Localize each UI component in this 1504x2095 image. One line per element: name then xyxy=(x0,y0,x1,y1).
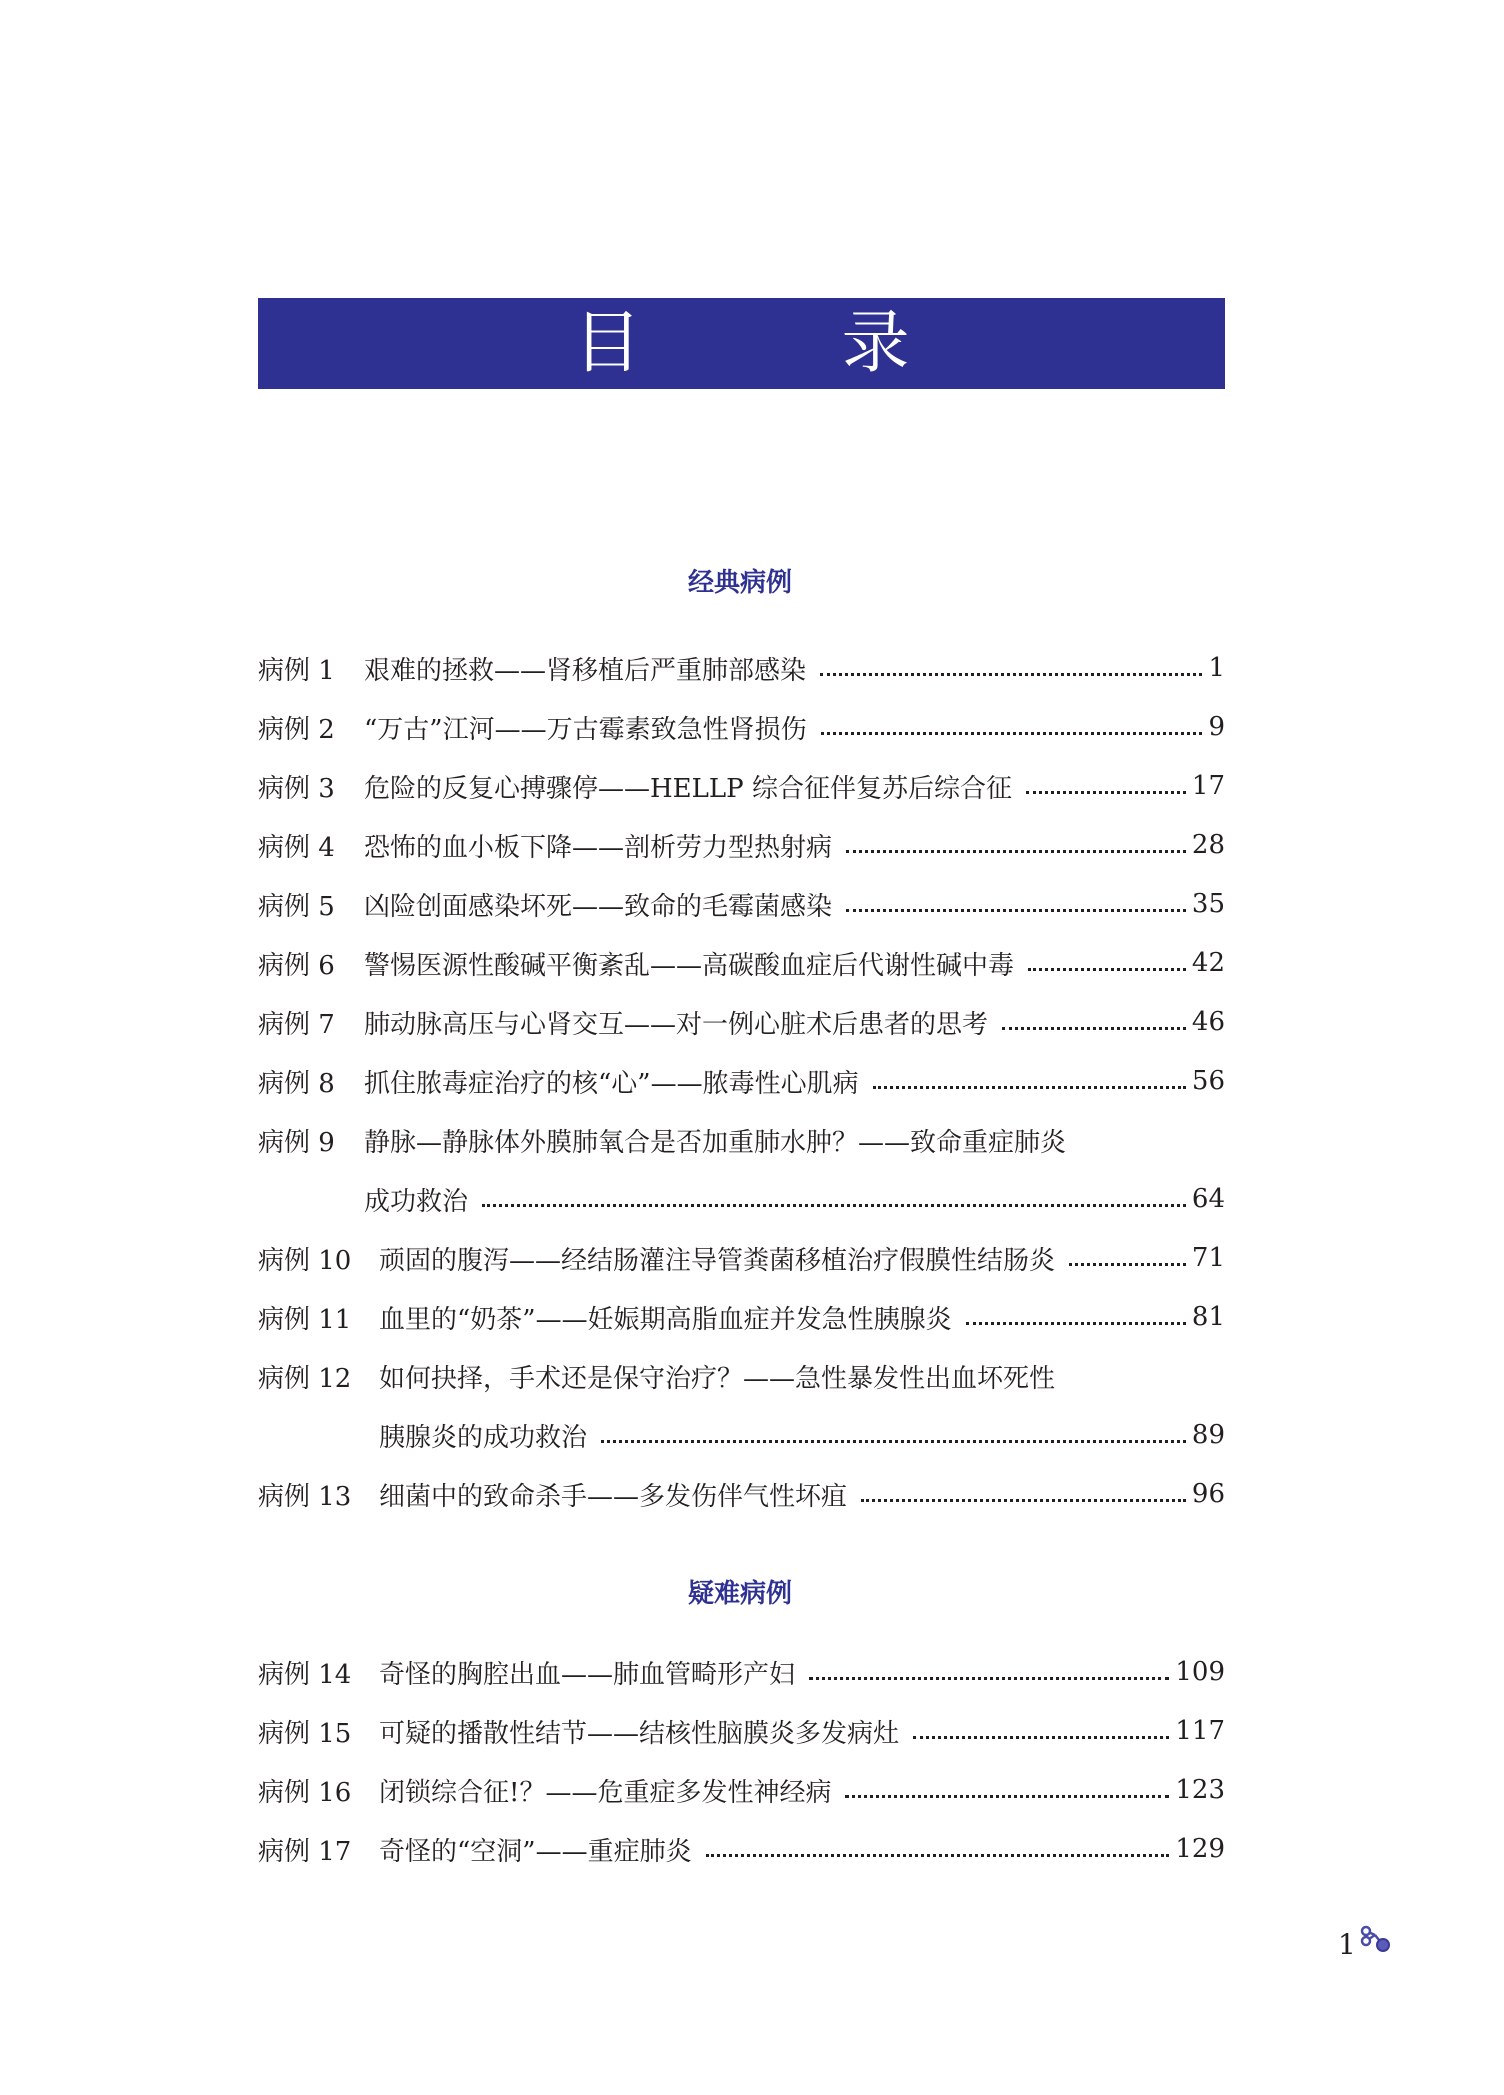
dot-leader xyxy=(1069,1263,1186,1266)
entry-label: 病例 4 xyxy=(258,832,335,863)
dot-leader xyxy=(846,850,1186,853)
entry-title: 危险的反复心搏骤停——HELLP 综合征伴复苏后综合征 xyxy=(364,773,1012,804)
dot-leader xyxy=(706,1854,1170,1857)
entry-label: 病例 15 xyxy=(258,1718,352,1749)
entry-title: 凶险创面感染坏死——致命的毛霉菌感染 xyxy=(364,891,833,922)
entry-title: 奇怪的胸腔出血——肺血管畸形产妇 xyxy=(379,1659,796,1690)
entry-label: 病例 2 xyxy=(258,714,335,745)
entry-label: 病例 10 xyxy=(258,1245,352,1276)
entry-page-number: 1 xyxy=(1208,653,1225,683)
dot-leader xyxy=(1028,968,1186,971)
toc-entry-7[interactable] xyxy=(258,1002,1225,1061)
toc-entry-11[interactable] xyxy=(258,1297,1225,1356)
entry-title: 顽固的腹泻——经结肠灌注导管粪菌移植治疗假膜性结肠炎 xyxy=(379,1245,1056,1276)
entry-label: 病例 6 xyxy=(258,950,335,981)
entry-title: 奇怪的“空洞”——重症肺炎 xyxy=(379,1836,692,1867)
entry-page-number: 17 xyxy=(1191,771,1225,801)
toc-entry-9[interactable] xyxy=(258,1120,1225,1238)
entry-title: 闭锁综合征!？——危重症多发性神经病 xyxy=(379,1777,832,1808)
entry-title: 如何抉择，手术还是保守治疗？——急性暴发性出血坏死性 xyxy=(379,1363,1056,1394)
dot-leader xyxy=(873,1086,1186,1089)
toc-entry-2[interactable] xyxy=(258,707,1225,766)
toc-entry-4[interactable] xyxy=(258,825,1225,884)
entry-title: 可疑的播散性结节——结核性脑膜炎多发病灶 xyxy=(379,1718,900,1749)
dot-leader xyxy=(1026,791,1186,794)
entry-title: 血里的“奶茶”——妊娠期高脂血症并发急性胰腺炎 xyxy=(379,1304,952,1335)
entry-label: 病例 3 xyxy=(258,773,335,804)
entry-label: 病例 9 xyxy=(258,1127,335,1158)
entry-page-number: 71 xyxy=(1191,1243,1225,1273)
dot-leader xyxy=(1002,1027,1186,1030)
entry-label: 病例 11 xyxy=(258,1304,352,1335)
toc-entry-6[interactable] xyxy=(258,943,1225,1002)
entry-page-number: 89 xyxy=(1191,1420,1225,1450)
entry-title: 肺动脉高压与心肾交互——对一例心脏术后患者的思考 xyxy=(364,1009,989,1040)
section-heading-difficult: 疑难病例 xyxy=(687,1579,792,1609)
entry-label: 病例 13 xyxy=(258,1481,352,1512)
entry-page-number: 35 xyxy=(1191,889,1225,919)
entry-page-number: 109 xyxy=(1175,1657,1225,1687)
entry-title: 静脉—静脉体外膜肺氧合是否加重肺水肿？——致命重症肺炎 xyxy=(364,1127,1067,1158)
entry-page-number: 123 xyxy=(1175,1775,1225,1805)
entry-page-number: 28 xyxy=(1191,830,1225,860)
entry-page-number: 56 xyxy=(1191,1066,1225,1096)
title-banner xyxy=(258,298,1225,389)
entry-title: “万古”江河——万古霉素致急性肾损伤 xyxy=(364,714,807,745)
entry-label: 病例 7 xyxy=(258,1009,335,1040)
entry-page-number: 9 xyxy=(1208,712,1225,742)
entry-page-number: 129 xyxy=(1175,1834,1225,1864)
entry-title: 艰难的拯救——肾移植后严重肺部感染 xyxy=(364,655,807,686)
entry-label: 病例 17 xyxy=(258,1836,352,1867)
entry-page-number: 96 xyxy=(1191,1479,1225,1509)
toc-entry-17[interactable] xyxy=(258,1829,1225,1888)
entry-page-number: 46 xyxy=(1191,1007,1225,1037)
entry-title-continued: 胰腺炎的成功救治 xyxy=(379,1422,588,1453)
entry-page-number: 117 xyxy=(1175,1716,1225,1746)
molecule-icon xyxy=(1358,1922,1392,1956)
page-title: 目 录 xyxy=(573,303,976,383)
toc-entry-10[interactable] xyxy=(258,1238,1225,1297)
dot-leader xyxy=(482,1204,1186,1207)
entry-title: 恐怖的血小板下降——剖析劳力型热射病 xyxy=(364,832,833,863)
entry-page-number: 42 xyxy=(1191,948,1225,978)
entry-title: 细菌中的致命杀手——多发伤伴气性坏疽 xyxy=(379,1481,848,1512)
dot-leader xyxy=(966,1322,1186,1325)
dot-leader xyxy=(601,1440,1186,1443)
toc-entry-3[interactable] xyxy=(258,766,1225,825)
entry-title: 抓住脓毒症治疗的核“心”——脓毒性心肌病 xyxy=(364,1068,859,1099)
entry-page-number: 64 xyxy=(1191,1184,1225,1214)
entry-label: 病例 5 xyxy=(258,891,335,922)
entry-label: 病例 1 xyxy=(258,655,335,686)
toc-entry-16[interactable] xyxy=(258,1770,1225,1829)
section-heading-classic: 经典病例 xyxy=(687,568,792,598)
entry-label: 病例 14 xyxy=(258,1659,352,1690)
entry-page-number: 81 xyxy=(1191,1302,1225,1332)
entry-title: 警惕医源性酸碱平衡紊乱——高碳酸血症后代谢性碱中毒 xyxy=(364,950,1015,981)
toc-entry-14[interactable] xyxy=(258,1652,1225,1711)
toc-entry-13[interactable] xyxy=(258,1474,1225,1533)
dot-leader xyxy=(809,1677,1169,1680)
page-number: 1 xyxy=(1338,1928,1356,1961)
dot-leader xyxy=(861,1499,1186,1502)
dot-leader xyxy=(820,673,1202,676)
entry-label: 病例 8 xyxy=(258,1068,335,1099)
entry-title-continued: 成功救治 xyxy=(364,1186,469,1217)
toc-entry-15[interactable] xyxy=(258,1711,1225,1770)
dot-leader xyxy=(845,1795,1169,1798)
dot-leader xyxy=(821,732,1203,735)
toc-entry-8[interactable] xyxy=(258,1061,1225,1120)
toc-entry-12[interactable] xyxy=(258,1356,1225,1474)
toc-entry-5[interactable] xyxy=(258,884,1225,943)
dot-leader xyxy=(846,909,1186,912)
dot-leader xyxy=(913,1736,1169,1739)
entry-label: 病例 16 xyxy=(258,1777,352,1808)
toc-entry-1[interactable] xyxy=(258,648,1225,707)
entry-label: 病例 12 xyxy=(258,1363,352,1394)
